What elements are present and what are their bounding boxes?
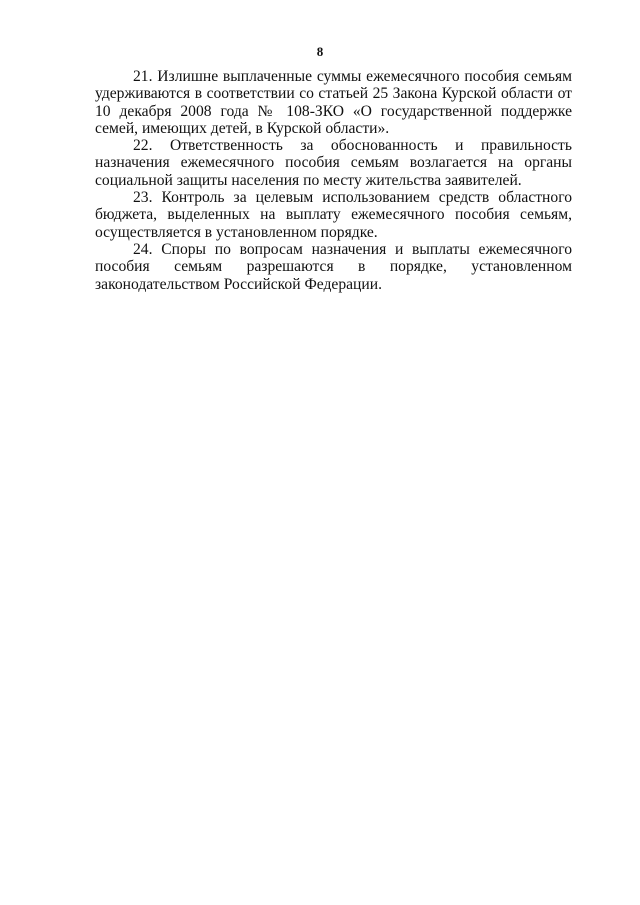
paragraph-22: 22. Ответственность за обоснованность и правильность назначения ежемесячного пособия семьям возлагается на органы социальной защиты населения по месту жительства заявителей. — [95, 137, 572, 189]
paragraph-24: 24. Споры по вопросам назначения и выплаты ежемесячного пособия семьям разрешаются в порядке, установленном законодательством Российской Федерации. — [95, 240, 572, 293]
page-number: 8 — [316, 44, 324, 59]
document-body — [95, 68, 572, 293]
paragraph-21: 21. Излишне выплаченные суммы ежемесячного пособия семьям удерживаются в соответствии со статьей 25 Закона Курской области от 10 декабря 2008 года № 108-ЗКО «О государственной поддержке семей, имеющих детей, в Курской области». — [95, 68, 572, 137]
paragraph-23: 23. Контроль за целевым использованием средств областного бюджета, выделенных на выплату ежемесячного пособия семьям, осуществляется в установленном порядке. — [95, 189, 572, 241]
